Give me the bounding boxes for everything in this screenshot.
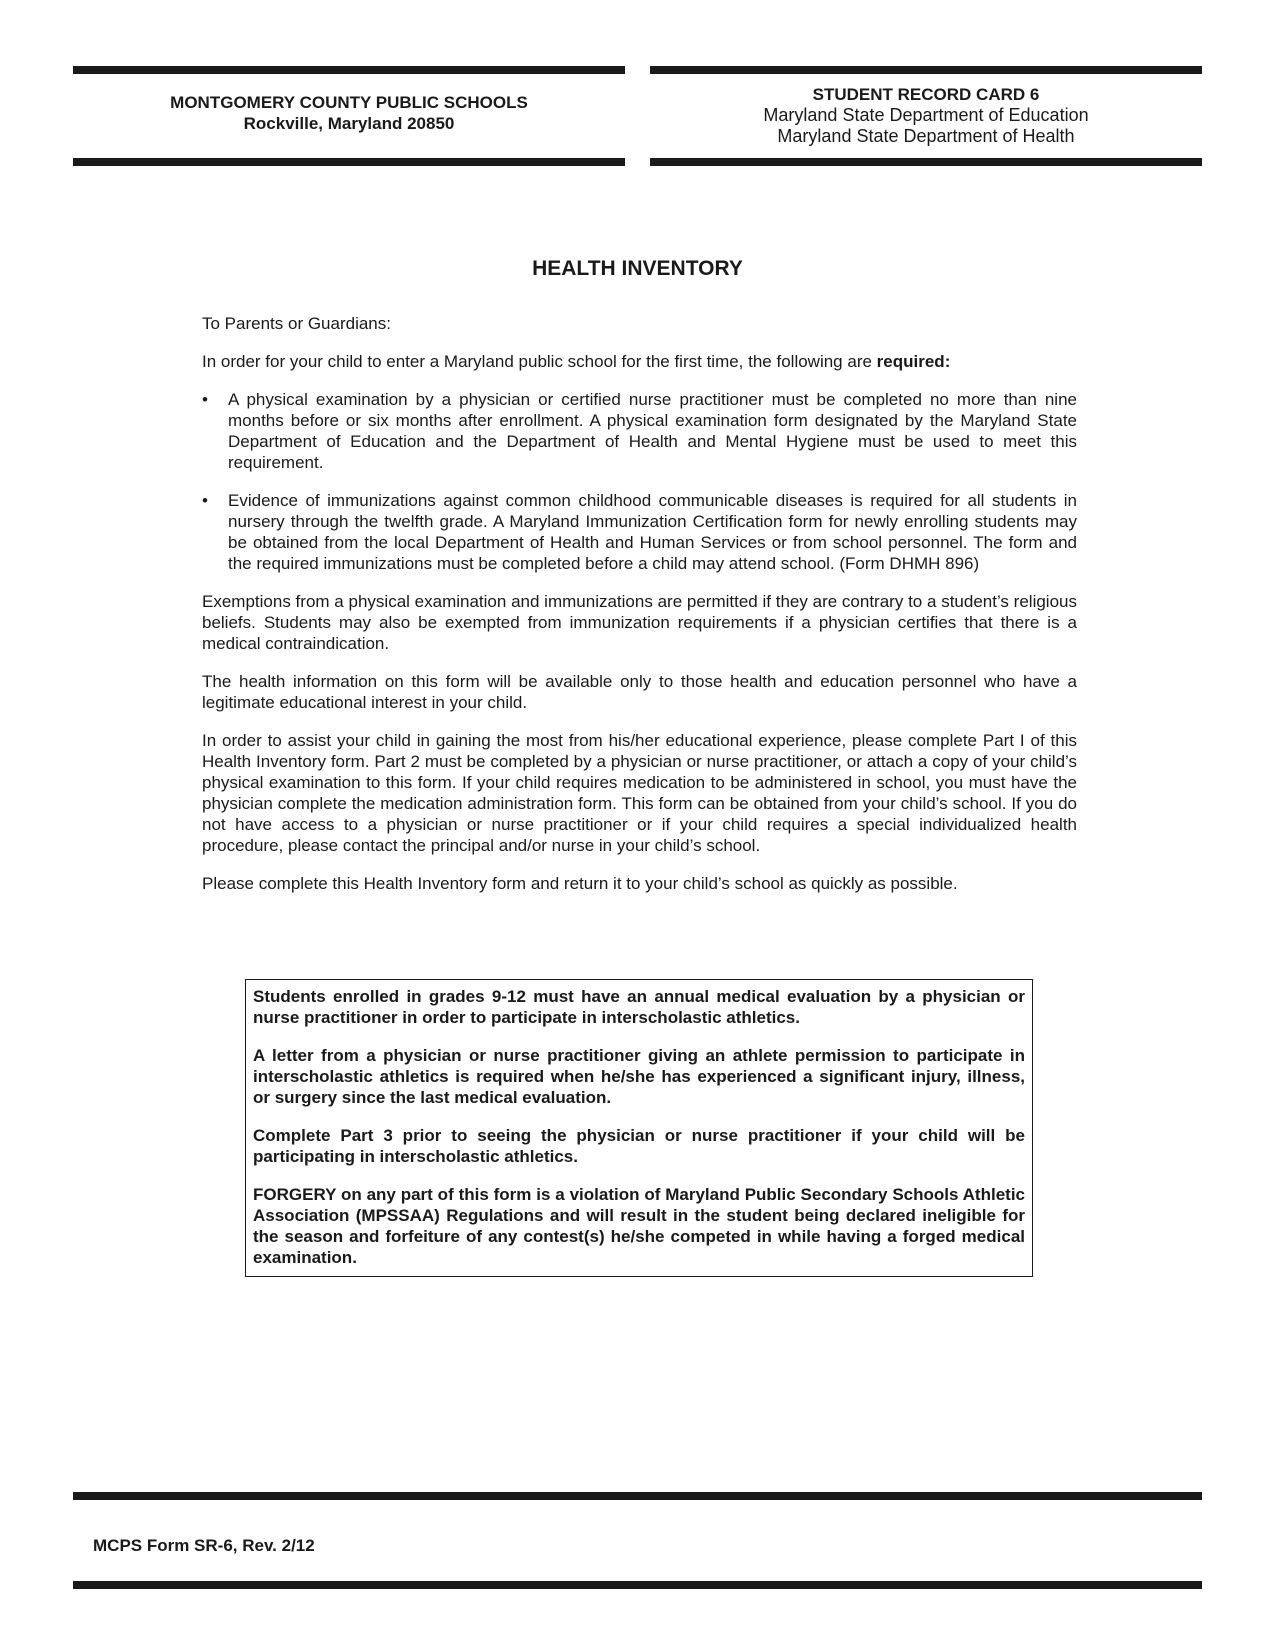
department-health: Maryland State Department of Health	[777, 126, 1075, 146]
school-name: MONTGOMERY COUNTY PUBLIC SCHOOLS	[170, 93, 528, 112]
bullet-symbol: •	[202, 390, 208, 409]
exemptions-paragraph: Exemptions from a physical examination and immunizations are permitted if they are contrary to a student’s religious beliefs. Students may also be exempted from immunization requirements if a physician certifies that there is a medical contraindication.	[202, 592, 1077, 653]
school-address: Rockville, Maryland 20850	[243, 114, 455, 133]
bullet-text: Evidence of immunizations against common childhood communicable diseases is required for all students in nursery through the twelfth grade. A Maryland Immunization Certification form for newly enrolling students may be obtained from the local Department of Health and Human Services or from school personnel. The form and the required immunizations must be completed before a child may attend school. (Form DHMH 896)	[228, 491, 1077, 573]
salutation: To Parents or Guardians:	[202, 314, 391, 333]
header-left-bottom-rule	[73, 158, 625, 166]
header-right-bottom-rule	[650, 158, 1202, 166]
department-education: Maryland State Department of Education	[763, 105, 1089, 125]
intro-text: In order for your child to enter a Maryland public school for the first time, the following are	[202, 352, 872, 371]
return-paragraph: Please complete this Health Inventory form and return it to your child’s school as quickly as possible.	[202, 874, 958, 893]
notice-complete-part-3: Complete Part 3 prior to seeing the physician or nurse practitioner if your child will be participating in interscholastic athletics.	[253, 1126, 1025, 1166]
bullet-item-physical-exam	[202, 389, 1077, 473]
intro-emphasis: required:	[876, 352, 951, 371]
bullet-text: A physical examination by a physician or certified nurse practitioner must be completed no more than nine months before or six months after enrollment. A physical examination form designated by the Maryland State Department of Education and the Department of Health and Mental Hygiene must be used to meet this requirement.	[228, 390, 1077, 472]
record-card-title: STUDENT RECORD CARD 6	[812, 85, 1040, 104]
notice-permission-letter: A letter from a physician or nurse practitioner giving an athlete permission to participate in interscholastic athletics is required when he/she has experienced a significant injury, illness, or surgery since the last medical evaluation.	[253, 1046, 1025, 1107]
intro-paragraph	[202, 351, 1077, 372]
instructions-paragraph: In order to assist your child in gaining the most from his/her educational experience, please complete Part I of this Health Inventory form. Part 2 must be completed by a physician or nurse practitioner, or attach a copy of your child’s physical examination to this form. If your child requires medication to be administered in school, you must have the physician complete the medication administration form. This form can be obtained from your child’s school. If you do not have access to a physician or nurse practitioner or if your child requires a special individualized health procedure, please contact the principal and/or nurse in your child’s school.	[202, 731, 1077, 855]
bullet-item-immunizations	[202, 490, 1077, 574]
record-card-header	[650, 84, 1202, 147]
footer-top-rule	[73, 1492, 1202, 1500]
form-number: MCPS Form SR-6, Rev. 2/12	[93, 1536, 315, 1555]
bullet-symbol: •	[202, 491, 208, 510]
header-right-top-rule	[650, 66, 1202, 74]
notice-forgery: FORGERY on any part of this form is a violation of Maryland Public Secondary Schools Athletic Association (MPSSAA) Regulations and will result in the student being declared ineligible for the season and forfeiture of any contest(s) he/she competed in while having a forged medical examination.	[253, 1185, 1025, 1267]
privacy-paragraph: The health information on this form will be available only to those health and education personnel who have a legitimate educational interest in your child.	[202, 672, 1077, 712]
notice-annual-evaluation: Students enrolled in grades 9-12 must have an annual medical evaluation by a physician or nurse practitioner in order to participate in interscholastic athletics.	[253, 987, 1025, 1027]
athletics-notice-box	[245, 979, 1033, 1277]
page-title: HEALTH INVENTORY	[532, 257, 743, 280]
footer-bottom-rule	[73, 1581, 1202, 1589]
header-left-top-rule	[73, 66, 625, 74]
letter-body	[202, 313, 1077, 911]
school-header	[73, 92, 625, 134]
